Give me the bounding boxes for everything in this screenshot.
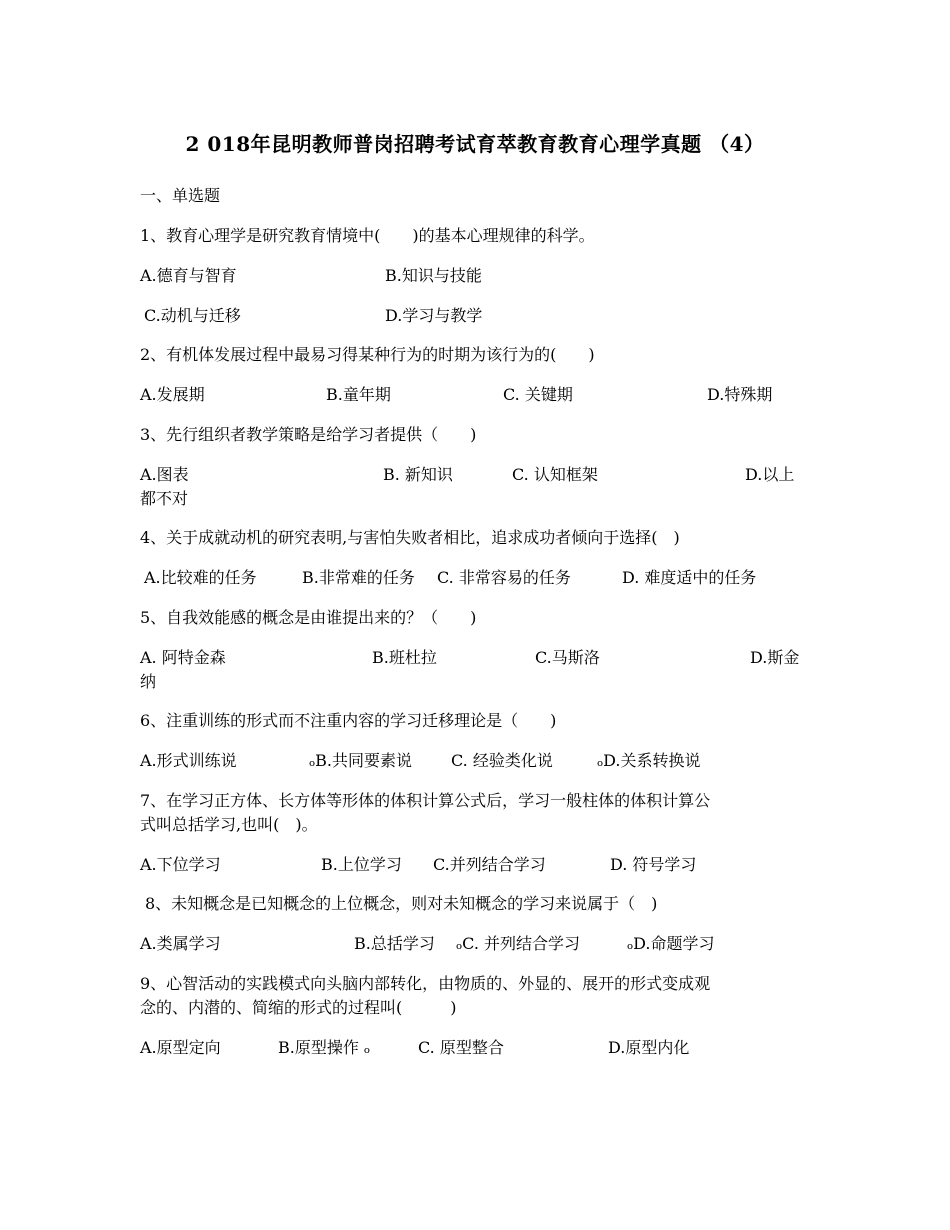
q1-option-a: A.德育与智育 [140,266,237,285]
q7-option-d: D. 符号学习 [610,855,697,874]
q6-option-b: ₒB.共同要素说 [309,751,413,770]
q8-option-d: ₒD.命题学习 [627,934,715,953]
q6-option-d: ₒD.关系转换说 [597,751,701,770]
question-7-stem-line1: 7、在学习正方体、长方体等形体的体积计算公式后，学习一般柱体的体积计算公 [140,791,711,810]
q3-option-b: B. 新知识 [383,465,453,484]
question-9-stem-line2: 念的、内潜的、简缩的形式的过程叫( ) [140,998,457,1017]
q7-option-c: C.并列结合学习 [433,855,546,874]
q4-option-c: C. 非常容易的任务 [437,568,571,587]
q9-option-a: A.原型定向 [140,1038,221,1057]
q9-option-c: C. 原型整合 [418,1038,504,1057]
q3-option-c: C. 认知框架 [512,465,598,484]
q5-option-b: B.班杜拉 [372,648,437,667]
q5-option-d: D.斯金 [750,648,800,667]
question-7-stem-line2: 式叫总括学习,也叫( )。 [140,815,318,834]
q2-option-b: B.童年期 [326,385,391,404]
question-8-stem: 8、未知概念是已知概念的上位概念，则对未知概念的学习来说属于（ ) [145,894,658,913]
q4-option-a: A.比较难的任务 [144,568,257,587]
q9-option-b: B.原型操作 ₒ [278,1038,371,1057]
q3-option-d-continued: 都不对 [140,489,189,508]
q5-option-a: A. 阿特金森 [140,648,226,667]
q2-option-c: C. 关键期 [503,385,573,404]
q8-option-b: B.总括学习 [354,934,435,953]
q7-option-b: B.上位学习 [321,855,402,874]
question-6-stem: 6、注重训练的形式而不注重内容的学习迁移理论是（ ) [140,711,557,730]
q6-option-a: A.形式训练说 [140,751,237,770]
q2-option-a: A.发展期 [140,385,205,404]
question-1-stem: 1、教育心理学是研究教育情境中( )的基本心理规律的科学。 [140,226,595,245]
q3-option-d: D.以上 [745,465,795,484]
question-9-stem-line1: 9、心智活动的实践模式向头脑内部转化，由物质的、外显的、展开的形式变成观 [140,974,711,993]
question-4-stem: 4、关于成就动机的研究表明,与害怕失败者相比，追求成功者倾向于选择( ) [140,528,680,547]
q4-option-b: B.非常难的任务 [302,568,415,587]
q5-option-c: C.马斯洛 [535,648,600,667]
q8-option-c: ₒC. 并列结合学习 [456,934,581,953]
q7-option-a: A.下位学习 [140,855,221,874]
document-title: 2 018年昆明教师普岗招聘考试育萃教育教育心理学真题 （4） [185,132,765,156]
q5-option-d-continued: 纳 [140,672,157,691]
q1-option-c: C.动机与迁移 [144,306,241,325]
q1-option-d: D.学习与教学 [385,306,483,325]
q3-option-a: A.图表 [140,465,189,484]
question-5-stem: 5、自我效能感的概念是由谁提出来的？（ ) [140,608,477,627]
question-3-stem: 3、先行组织者教学策略是给学习者提供（ ) [140,425,477,444]
q2-option-d: D.特殊期 [707,385,773,404]
q6-option-c: C. 经验类化说 [451,751,553,770]
q4-option-d: D. 难度适中的任务 [622,568,757,587]
section-heading: 一、单选题 [140,186,221,205]
question-2-stem: 2、有机体发展过程中最易习得某种行为的时期为该行为的( ) [140,345,595,364]
q9-option-d: D.原型内化 [608,1038,690,1057]
q8-option-a: A.类属学习 [140,934,221,953]
q1-option-b: B.知识与技能 [385,266,482,285]
